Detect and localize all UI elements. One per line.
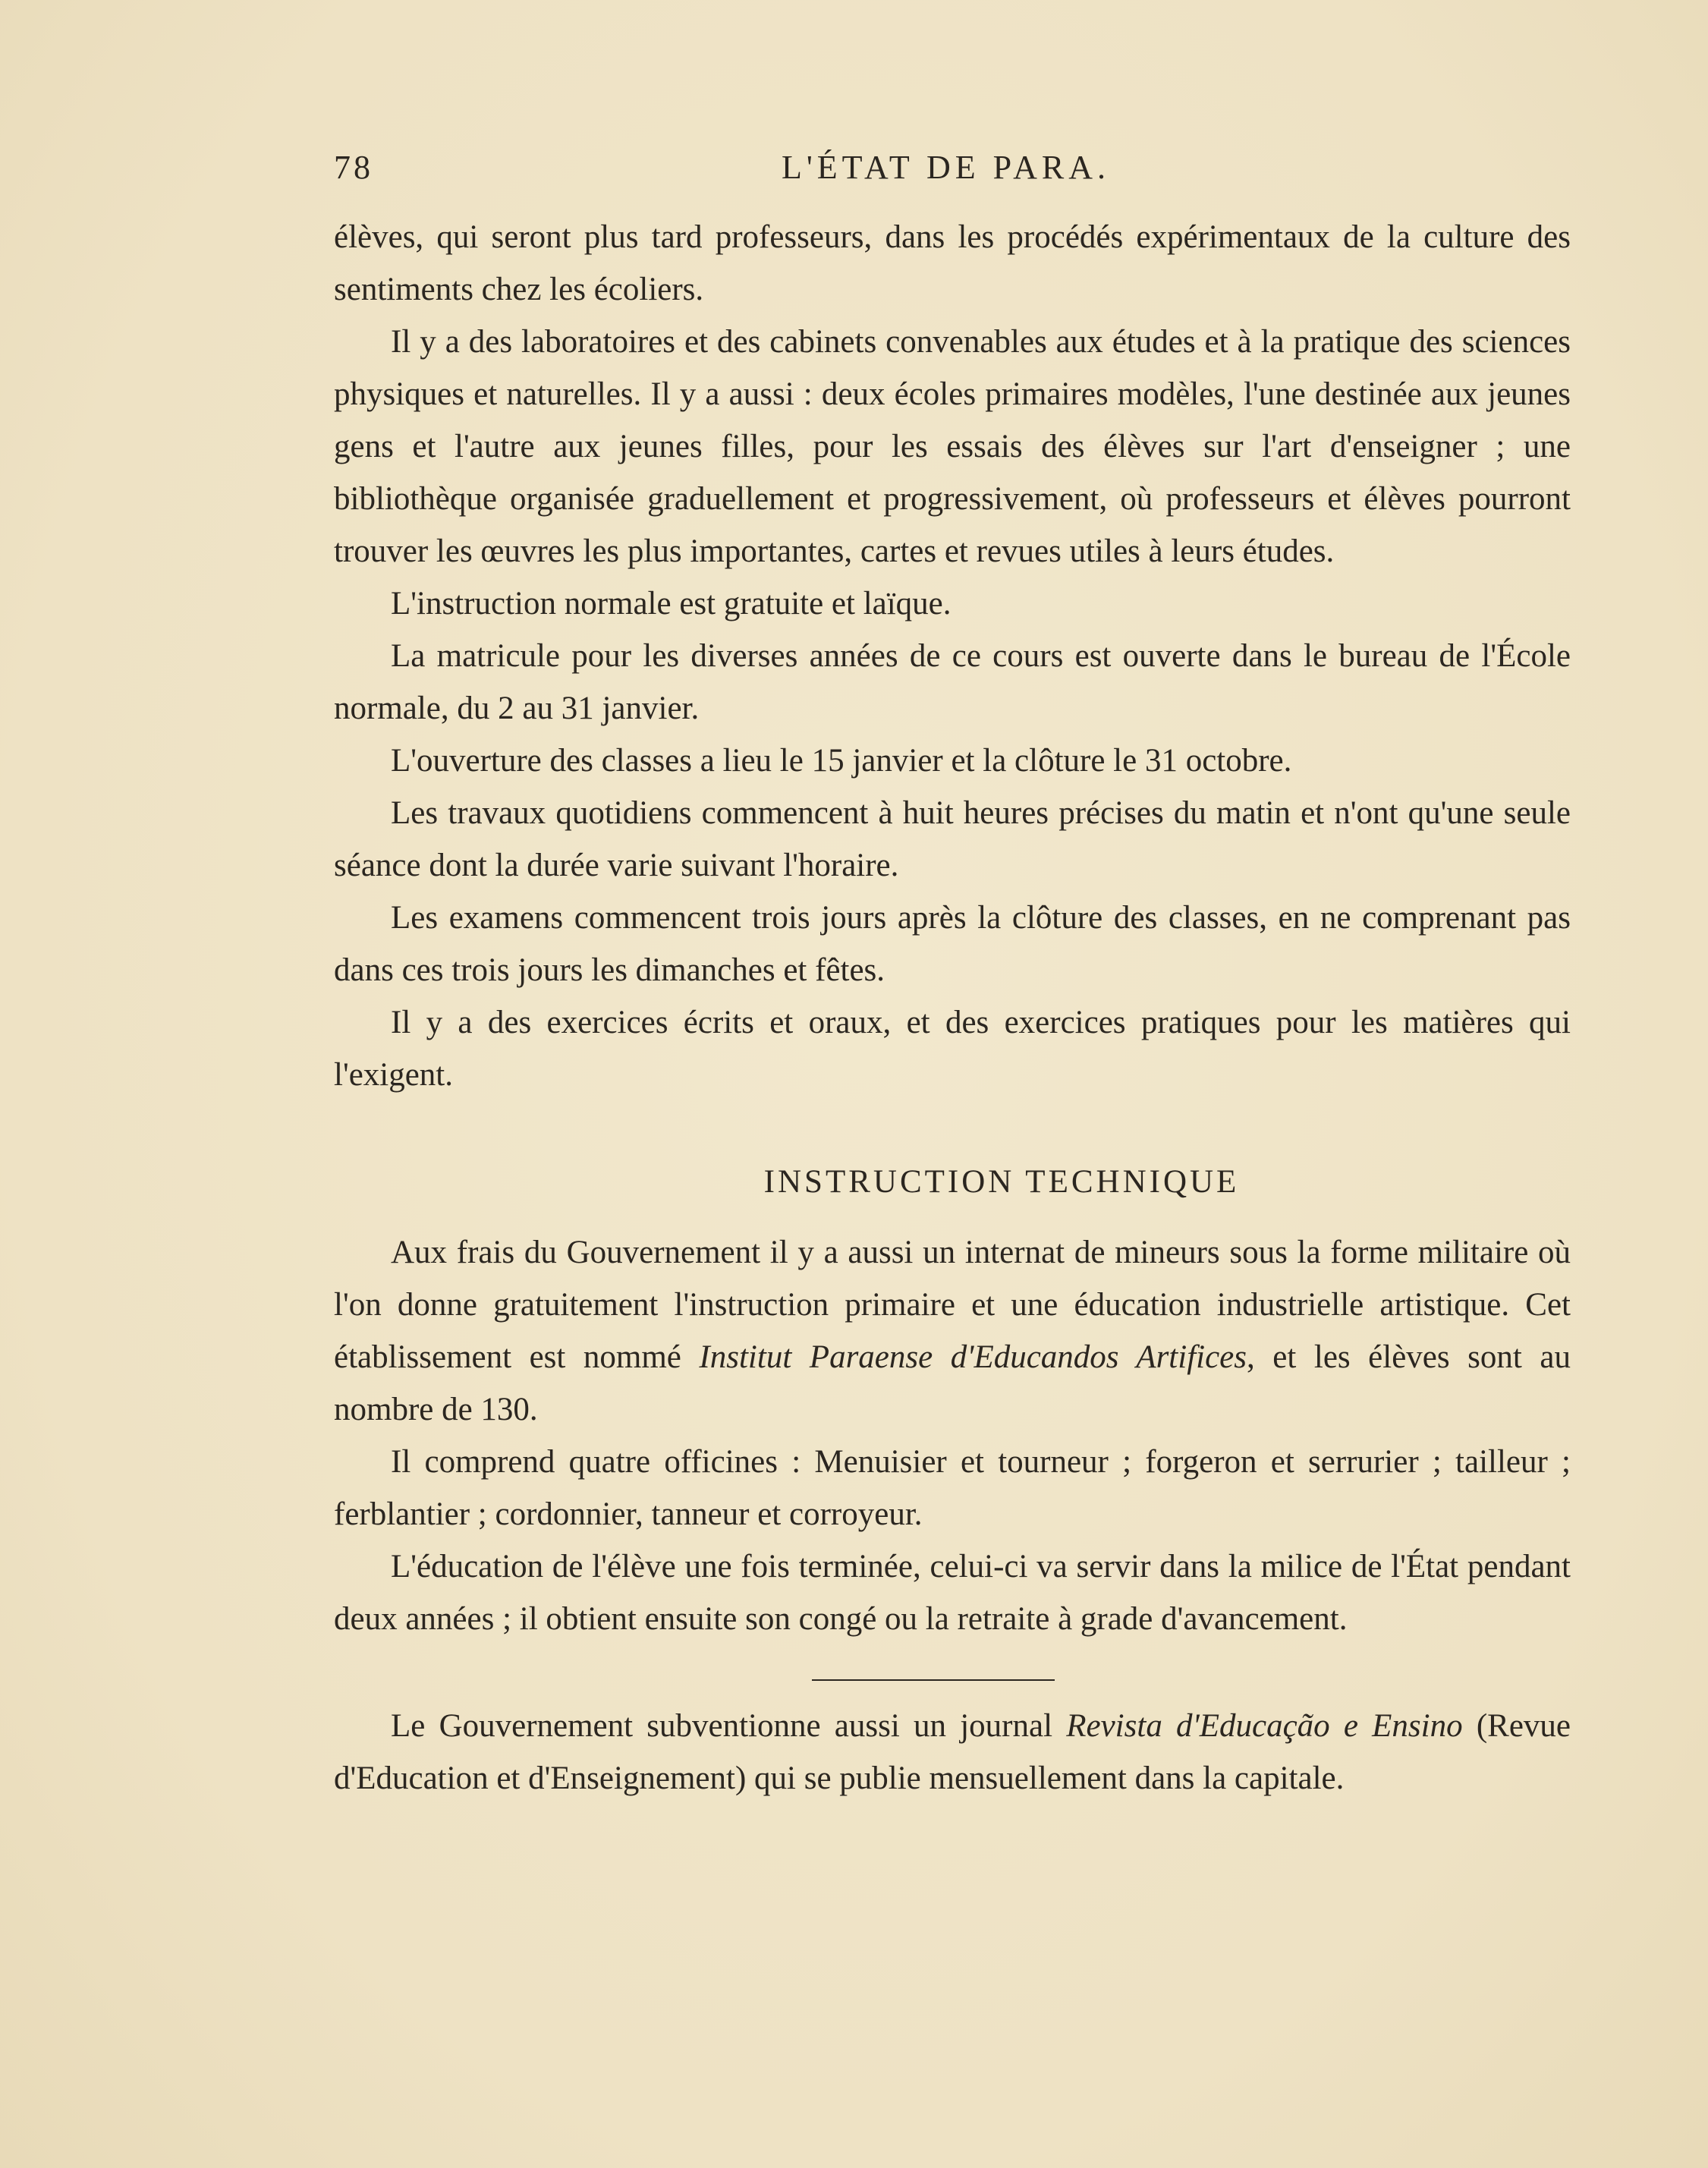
paragraph: L'éducation de l'élève une fois terminée, celui-ci va servir dans la milice de l'État pendant deux années ; il obtient ensuite son congé ou la retraite à grade d'avancement. (334, 1549, 1571, 1637)
paragraph: Il y a des laboratoires et des cabinets convenables aux études et à la pratique des sciences physiques et naturelles. Il y a aussi : deux écoles primaires modèles, l'une destinée aux jeunes gens et l'autre aux jeunes filles, pour les essais des élèves sur l'art d'enseigner ; une bibliothèque organisée graduellement et progressivement, où professeurs et élèves pourront trouver les œuvres les plus importantes, cartes et revues utiles à leurs études. (334, 324, 1571, 569)
section-title: INSTRUCTION TECHNIQUE (763, 1164, 1240, 1200)
paragraph: Les examens commencent trois jours après la clôture des classes, en ne comprenant pas dans ces trois jours les dimanches et fêtes. (334, 900, 1571, 988)
separator-rule (812, 1679, 1055, 1681)
text-run: , et les élèves sont au nombre de 130. (334, 1339, 1571, 1427)
running-title: L'ÉTAT DE PARA. (782, 149, 1110, 186)
page-number: 78 (334, 149, 373, 186)
paragraph (334, 1700, 1571, 1805)
body-text (334, 211, 1571, 1805)
paragraph: élèves, qui seront plus tard professeurs, dans les procédés expérimentaux de la culture des sentiments chez les écoliers. (334, 219, 1571, 307)
paragraph: Les travaux quotidiens commencent à huit heures précises du matin et n'ont qu'une seule séance dont la durée varie suivant l'horaire. (334, 795, 1571, 883)
page-header (334, 148, 1571, 194)
text-run: Le Gouvernement subventionne aussi un journal (391, 1708, 1067, 1744)
institution-name: Institut Paraense d'Educandos Artifices (699, 1339, 1247, 1375)
text-run: (Revue d'Education et d'Enseignement) qui se publie mensuellement dans la capitale. (334, 1708, 1571, 1796)
paragraph: Il comprend quatre officines : Menuisier et tourneur ; forgeron et serrurier ; tailleur ; ferblantier ; cordonnier, tanneur et corroyeur. (334, 1444, 1571, 1532)
paragraph: Il y a des exercices écrits et oraux, et des exercices pratiques pour les matières qui l'exigent. (334, 1005, 1571, 1093)
text-run: Aux frais du Gouvernement il y a aussi un internat de mineurs sous la forme militaire où l'on donne gratuitement l'instruction primaire et une éducation industrielle artistique. Cet établissement est nommé (334, 1235, 1571, 1375)
journal-name: Revista d'Educação e Ensino (1066, 1708, 1463, 1744)
paragraph (334, 1226, 1571, 1436)
paragraph: L'ouverture des classes a lieu le 15 janvier et la clôture le 31 octobre. (391, 743, 1292, 779)
paragraph: L'instruction normale est gratuite et laïque. (391, 586, 952, 621)
paragraph: La matricule pour les diverses années de ce cours est ouverte dans le bureau de l'École normale, du 2 au 31 janvier. (334, 638, 1571, 726)
